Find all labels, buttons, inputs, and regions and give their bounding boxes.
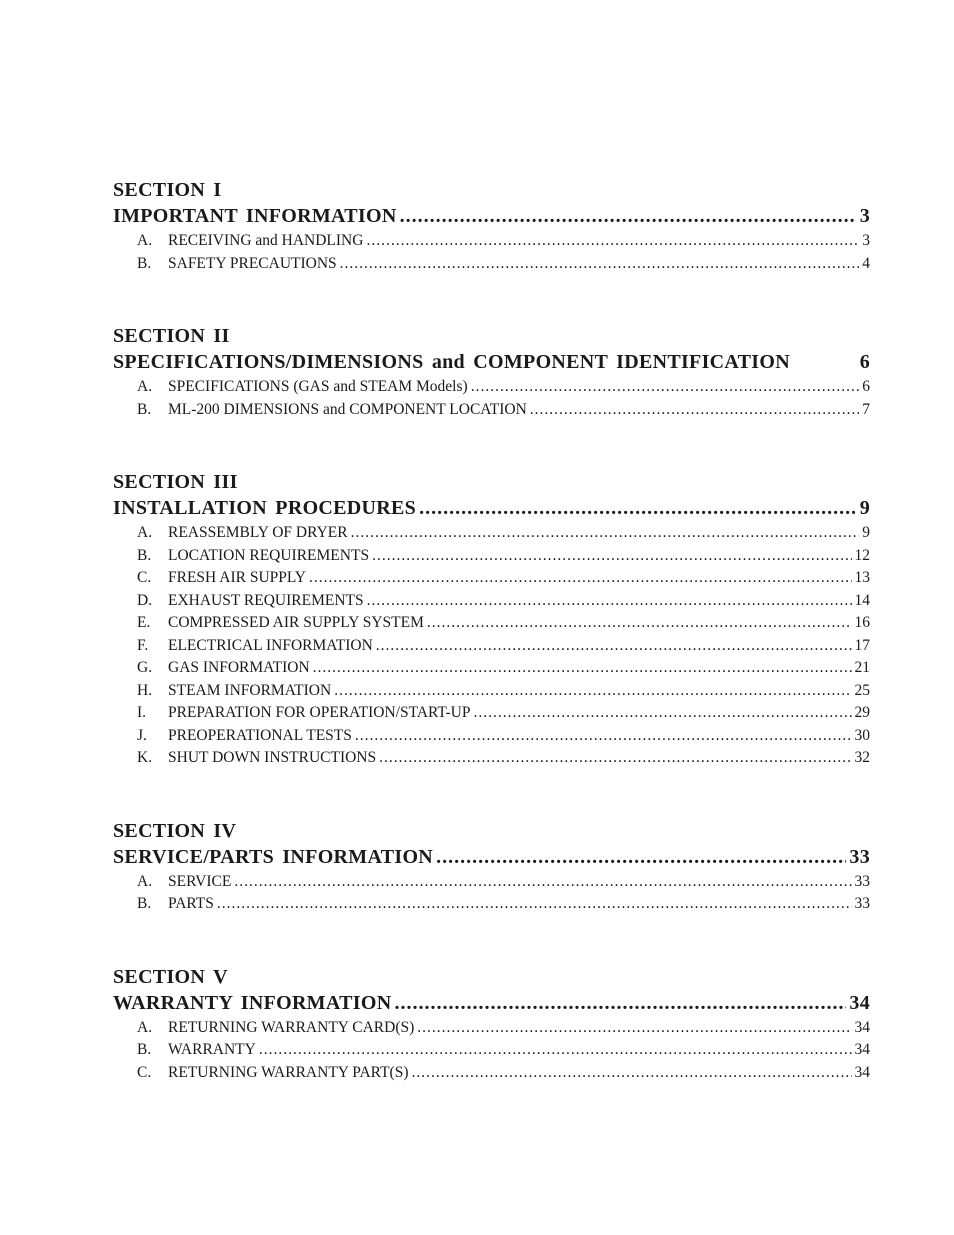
toc-entry[interactable] <box>113 680 870 703</box>
entry-letter: B. <box>137 895 152 912</box>
dot-leader <box>436 844 846 871</box>
entry-letter: B. <box>137 400 152 418</box>
toc-entry[interactable] <box>113 1062 870 1085</box>
toc-section <box>113 818 870 916</box>
dot-leader <box>473 702 851 725</box>
table-of-contents <box>113 177 870 1132</box>
dot-leader <box>217 893 852 916</box>
toc-entry[interactable] <box>113 230 870 253</box>
entry-title: COMPRESSED AIR SUPPLY SYSTEM <box>168 614 424 631</box>
entry-title: ELECTRICAL INFORMATION <box>168 636 373 654</box>
section-page-number: 33 <box>849 845 870 868</box>
section-title: IMPORTANT INFORMATION <box>113 205 397 227</box>
entry-title: RECEIVING and HANDLING <box>168 232 364 249</box>
entry-page-number: 34 <box>854 1063 870 1081</box>
dot-leader <box>372 545 851 568</box>
toc-entry[interactable] <box>113 567 870 590</box>
entry-page-number: 32 <box>854 749 870 766</box>
entry-page-number: 7 <box>862 400 870 418</box>
toc-entry[interactable] <box>113 657 870 680</box>
entry-page-number: 14 <box>854 591 870 609</box>
entry-title: STEAM INFORMATION <box>168 681 332 699</box>
entry-title: SAFETY PRECAUTIONS <box>168 254 337 272</box>
dot-leader <box>376 635 852 658</box>
entry-title: FRESH AIR SUPPLY <box>168 569 306 586</box>
entry-page-number: 33 <box>854 872 870 890</box>
entry-page-number: 34 <box>854 1018 870 1036</box>
section-number: SECTION IV <box>113 819 237 842</box>
toc-section <box>113 964 870 1085</box>
entry-title: RETURNING WARRANTY CARD(S) <box>168 1018 415 1036</box>
toc-entry[interactable] <box>113 590 870 613</box>
section-heading[interactable] <box>113 990 870 1017</box>
entry-letter: A. <box>137 524 153 541</box>
entry-page-number: 30 <box>854 726 870 744</box>
section-page-number: 34 <box>849 991 870 1014</box>
section-heading[interactable] <box>113 349 870 376</box>
entry-letter: A. <box>137 872 153 890</box>
dot-leader <box>419 495 855 522</box>
section-title: SERVICE/PARTS INFORMATION <box>113 845 434 868</box>
toc-entry[interactable] <box>113 545 870 568</box>
dot-leader <box>471 376 860 399</box>
toc-entry[interactable] <box>113 871 870 894</box>
entry-letter: A. <box>137 378 153 395</box>
section-title: WARRANTY INFORMATION <box>113 991 392 1014</box>
dot-leader <box>530 399 859 422</box>
entry-title: SPECIFICATIONS (GAS and STEAM Models) <box>168 378 468 395</box>
entry-title: PREOPERATIONAL TESTS <box>168 726 352 744</box>
section-heading[interactable] <box>113 844 870 871</box>
entry-letter: A. <box>137 232 153 249</box>
entry-letter: B. <box>137 254 152 272</box>
entry-page-number: 12 <box>854 546 870 564</box>
toc-entry[interactable] <box>113 253 870 276</box>
dot-leader <box>334 680 851 703</box>
entry-letter: D. <box>137 591 153 609</box>
toc-section <box>113 177 870 275</box>
dot-leader <box>351 522 860 545</box>
dot-leader <box>366 230 859 253</box>
section-number: SECTION III <box>113 471 238 493</box>
toc-entry[interactable] <box>113 522 870 545</box>
entry-title: ML-200 DIMENSIONS and COMPONENT LOCATION <box>168 400 527 418</box>
dot-leader <box>417 1017 851 1040</box>
entry-letter: C. <box>137 569 152 586</box>
dot-leader <box>400 203 855 230</box>
entry-page-number: 13 <box>854 569 870 586</box>
dot-leader <box>412 1062 852 1085</box>
entry-page-number: 9 <box>862 524 870 541</box>
entry-page-number: 3 <box>862 232 870 249</box>
dot-leader <box>367 590 852 613</box>
dot-leader <box>394 990 846 1017</box>
entry-title: SHUT DOWN INSTRUCTIONS <box>168 749 377 766</box>
dot-leader <box>427 612 852 635</box>
entry-title: EXHAUST REQUIREMENTS <box>168 591 364 609</box>
entry-title: REASSEMBLY OF DRYER <box>168 524 348 541</box>
toc-entry[interactable] <box>113 635 870 658</box>
toc-entry[interactable] <box>113 747 870 770</box>
toc-entry[interactable] <box>113 725 870 748</box>
entry-page-number: 25 <box>854 681 870 699</box>
toc-entry[interactable] <box>113 1017 870 1040</box>
entry-letter: I. <box>137 704 147 721</box>
section-title: SPECIFICATIONS/DIMENSIONS and COMPONENT IDENTIFICATION <box>113 351 790 373</box>
dot-leader <box>379 747 851 770</box>
entry-page-number: 34 <box>854 1041 870 1058</box>
toc-entry[interactable] <box>113 702 870 725</box>
toc-entry[interactable] <box>113 376 870 399</box>
section-number: SECTION II <box>113 325 230 347</box>
dot-leader <box>234 871 851 894</box>
entry-letter: C. <box>137 1063 152 1081</box>
entry-letter: K. <box>137 749 153 766</box>
toc-section <box>113 469 870 770</box>
entry-letter: E. <box>137 614 151 631</box>
dot-leader <box>259 1039 852 1062</box>
entry-letter: J. <box>137 726 147 744</box>
entry-page-number: 33 <box>854 895 870 912</box>
entry-page-number: 6 <box>862 378 870 395</box>
dot-leader <box>309 567 852 590</box>
entry-title: GAS INFORMATION <box>168 659 310 676</box>
entry-title: LOCATION REQUIREMENTS <box>168 546 370 564</box>
dot-leader <box>340 253 860 276</box>
entry-page-number: 4 <box>862 254 870 272</box>
section-page-number: 9 <box>859 497 870 519</box>
entry-title: PARTS <box>168 895 214 912</box>
entry-title: RETURNING WARRANTY PART(S) <box>168 1063 409 1081</box>
toc-entry[interactable] <box>113 399 870 422</box>
toc-entry[interactable] <box>113 612 870 635</box>
entry-title: PREPARATION FOR OPERATION/START-UP <box>168 704 471 721</box>
entry-letter: G. <box>137 659 153 676</box>
toc-section <box>113 323 870 421</box>
entry-letter: B. <box>137 546 152 564</box>
entry-page-number: 17 <box>854 636 870 654</box>
section-number: SECTION V <box>113 965 228 988</box>
entry-page-number: 29 <box>854 704 870 721</box>
dot-leader <box>313 657 852 680</box>
toc-entry[interactable] <box>113 1039 870 1062</box>
toc-entry[interactable] <box>113 893 870 916</box>
section-heading[interactable] <box>113 495 870 522</box>
entry-letter: A. <box>137 1018 153 1036</box>
entry-letter: H. <box>137 681 153 699</box>
section-page-number: 6 <box>859 351 870 373</box>
entry-title: SERVICE <box>168 872 232 890</box>
section-number: SECTION I <box>113 179 222 201</box>
section-title: INSTALLATION PROCEDURES <box>113 497 417 519</box>
entry-page-number: 21 <box>854 659 870 676</box>
entry-letter: F. <box>137 636 149 654</box>
dot-leader <box>355 725 852 748</box>
section-page-number: 3 <box>859 205 870 227</box>
entry-page-number: 16 <box>854 614 870 631</box>
section-heading[interactable] <box>113 203 870 230</box>
entry-title: WARRANTY <box>168 1041 256 1058</box>
entry-letter: B. <box>137 1041 152 1058</box>
